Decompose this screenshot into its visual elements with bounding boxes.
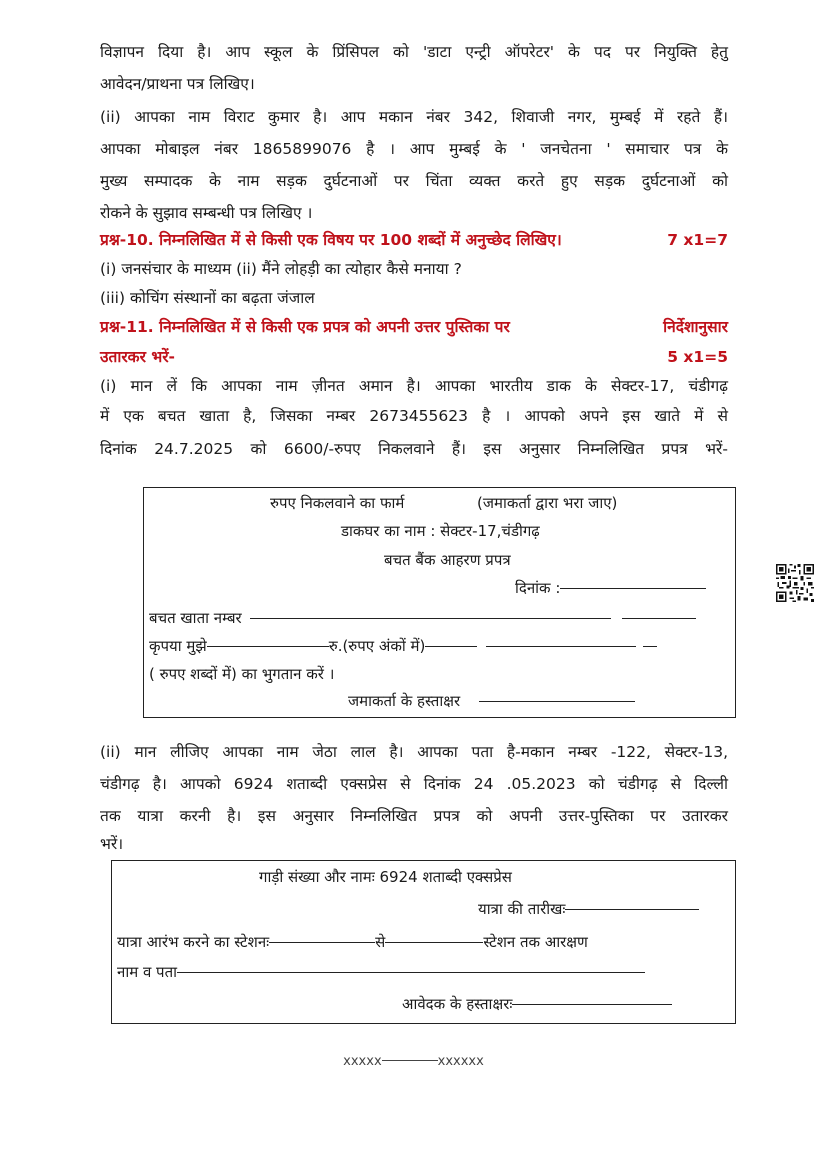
name-address-blank (177, 972, 645, 973)
amount-blank (207, 646, 329, 647)
form1-intro-line: में एक बचत खाता है, जिसका नम्बर 2673455623 है । आपको अपने इस खाते में से (100, 407, 728, 425)
letter-question-line: (ii) आपका नाम विराट कुमार है। आप मकान नंबर 342, शिवाजी नगर, मुम्बई में रहते हैं। (100, 108, 728, 126)
q11-heading: प्रश्न-11. निम्नलिखित में से किसी एक प्रपत्र को अपनी उत्तर पुस्तिका पर (100, 318, 510, 336)
q11-heading-right: निर्देशानुसार (663, 318, 728, 336)
date-label: दिनांक : (515, 579, 561, 597)
withdrawal-form-box (143, 487, 736, 718)
form1-signature-row (348, 691, 635, 711)
name-address-label: नाम व पता (117, 963, 178, 981)
letter-question-line: रोकने के सुझाव सम्बन्धी पत्र लिखिए । (100, 204, 313, 222)
form2-stations-row (117, 932, 588, 952)
account-label: बचत खाता नम्बर (149, 609, 242, 627)
applicant-signature-label: आवेदक के हस्ताक्षरः (402, 995, 513, 1013)
applicant-signature-blank (512, 1004, 672, 1005)
q11-marks: 5 x1=5 (667, 348, 728, 366)
form2-signature-row (402, 994, 672, 1014)
figures-blank-3 (643, 646, 657, 647)
from-label: से (375, 933, 386, 951)
travel-date-label: यात्रा की तारीखः (478, 900, 566, 918)
q11-heading: उतारकर भरें- (100, 348, 175, 366)
depositor-signature-label: जमाकर्ता के हस्ताक्षर (348, 692, 461, 710)
account-blank (250, 618, 611, 619)
letter-question-line: आवेदन/प्राथना पत्र लिखिए। (100, 75, 255, 93)
please-pay-label: कृपया मुझे (149, 637, 207, 655)
letter-question-line: विज्ञापन दिया है। आप स्कूल के प्रिंसिपल को 'डाटा एन्ट्री ऑपरेटर' के पद पर नियुक्ति हेतु (100, 43, 728, 61)
q10-heading: प्रश्न-10. निम्नलिखित में से किसी एक विषय पर 100 शब्दों में अनुच्छेद लिखिए। (100, 231, 562, 249)
start-station-label: यात्रा आरंभ करने का स्टेशनः (117, 933, 270, 951)
letter-question-line: आपका मोबाइल नंबर 1865899076 है । आप मुम्बई के ' जनचेतना ' समाचार पत्र के (100, 140, 728, 158)
signature-blank (479, 701, 635, 702)
footer-left: xxxxx (343, 1054, 382, 1069)
form2-intro-line: भरें। (100, 835, 124, 853)
letter-question-line: मुख्य सम्पादक के नाम सड़क दुर्घटनाओं पर चिंता व्यक्त करते हुए सड़क दुर्घटनाओं को (100, 172, 728, 190)
reservation-form-box (111, 860, 736, 1024)
footer-divider (382, 1060, 438, 1061)
form1-date-row (515, 578, 706, 598)
form1-words-row: ( रुपए शब्दों में) का भुगतान करें । (149, 665, 335, 683)
rupees-figures-label: रु.(रुपए अंकों में) (328, 637, 426, 655)
form2-travel-date-row (478, 899, 699, 919)
form2-name-row (117, 962, 645, 982)
q10-option: (i) जनसंचार के माध्यम (ii) मैंने लोहड़ी का त्योहार कैसे मनाया ? (100, 260, 462, 278)
q10-marks: 7 x1=7 (667, 231, 728, 249)
q10-option: (iii) कोचिंग संस्थानों का बढ़ता जंजाल (100, 289, 315, 307)
figures-blank-2 (486, 646, 636, 647)
form1-intro-line: (i) मान लें कि आपका नाम ज़ीनत अमान है। आपका भारतीय डाक के सेक्टर-17, चंडीगढ़ (100, 377, 728, 395)
form1-form-name: बचत बैंक आहरण प्रपत्र (384, 551, 511, 569)
form1-intro-line: दिनांक 24.7.2025 को 6600/-रुपए निकलवाने हैं। इस अनुसार निम्नलिखित प्रपत्र भरें- (100, 440, 728, 458)
form2-intro-line: (ii) मान लीजिए आपका नाम जेठा लाल है। आपका पता है-मकान नम्बर -122, सेक्टर-13, (100, 743, 728, 761)
to-station-label: स्टेशन तक आरक्षण (483, 933, 588, 951)
qr-code-icon (776, 564, 814, 602)
form2-train: गाड़ी संख्या और नामः 6924 शताब्दी एक्सप्रेस (259, 868, 512, 886)
form2-intro-line: चंडीगढ़ है। आपको 6924 शताब्दी एक्सप्रेस से दिनांक 24 .05.2023 को चंडीगढ़ से दिल्ली (100, 775, 728, 793)
figures-blank (425, 646, 477, 647)
form1-account-row (149, 608, 696, 628)
form1-amount-row (149, 636, 657, 656)
account-blank-2 (622, 618, 696, 619)
footer-right: xxxxxx (437, 1054, 484, 1069)
destination-blank (385, 942, 483, 943)
form1-title: रुपए निकलवाने का फार्म (270, 494, 405, 512)
page-footer (0, 1054, 827, 1069)
form1-title-note: (जमाकर्ता द्वारा भरा जाए) (477, 494, 618, 512)
form2-intro-line: तक यात्रा करनी है। इस अनुसार निम्नलिखित प्रपत्र को अपनी उत्तर-पुस्तिका पर उतारकर (100, 807, 728, 825)
date-blank (560, 588, 706, 589)
travel-date-blank (565, 909, 699, 910)
start-station-blank (269, 942, 375, 943)
form1-post-office: डाकघर का नाम : सेक्टर-17,चंडीगढ़ (341, 522, 540, 540)
